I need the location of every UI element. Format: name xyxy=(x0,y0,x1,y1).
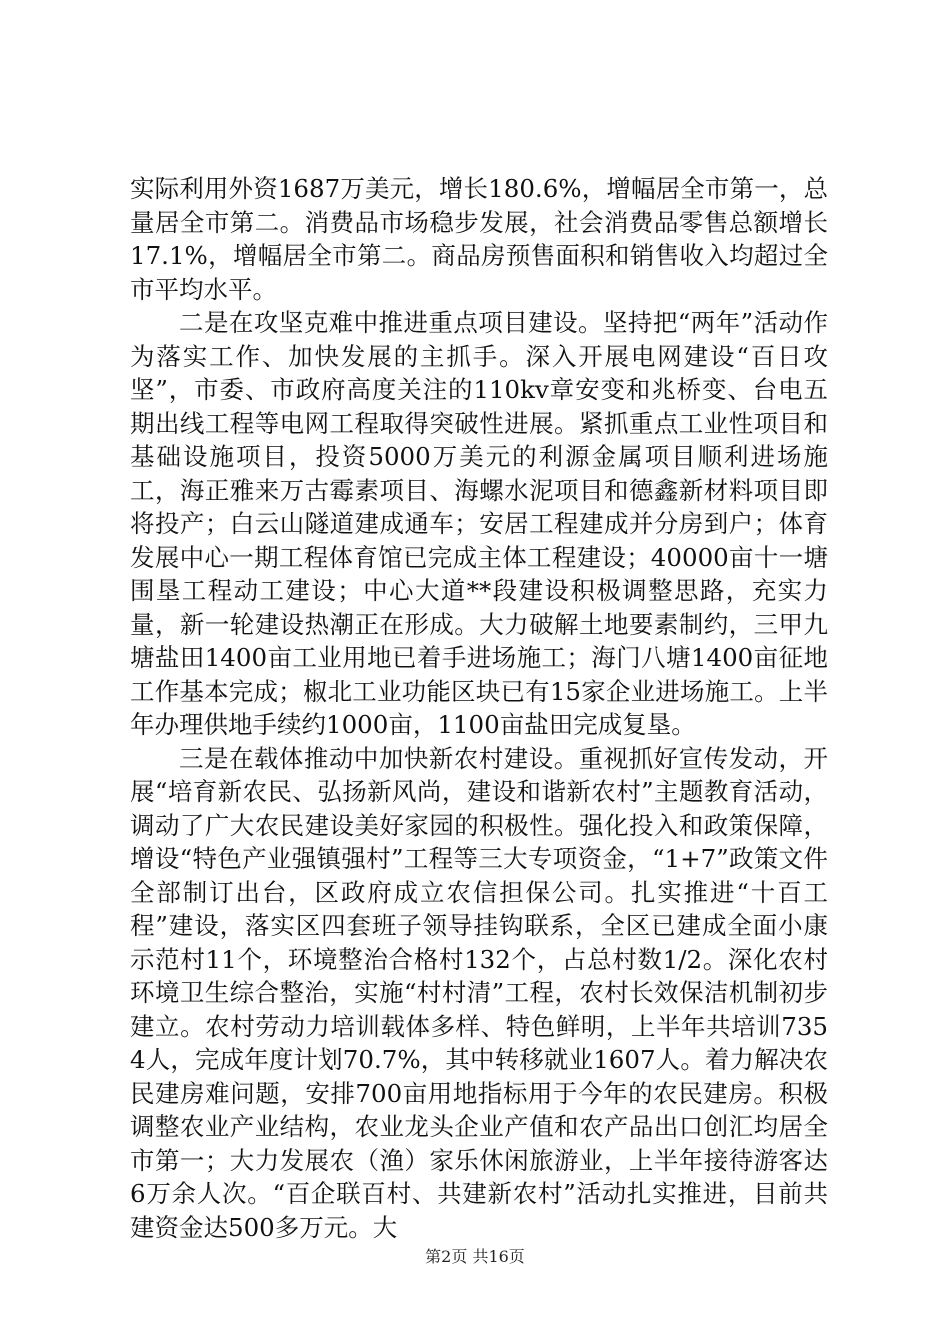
paragraph-1: 实际利用外资1687万美元，增长180.6%，增幅居全市第一，总量居全市第二。消费品市场稳步发展，社会消费品零售总额增长17.1%，增幅居全市第二。商品房预售面积和销售收入均超过全市平均水平。 xyxy=(130,174,828,304)
page-number-footer: 第2页 共16页 xyxy=(425,1247,525,1266)
document-body xyxy=(130,172,828,1244)
paragraph-2: 二是在攻坚克难中推进重点项目建设。坚持把“两年”活动作为落实工作、加快发展的主抓手。深入开展电网建设“百日攻坚”，市委、市政府高度关注的110kv章安变和兆桥变、台电五期出线工程等电网工程取得突破性进展。紧抓重点工业性项目和基础设施项目，投资5000万美元的利源金属项目顺利进场施工，海正雅来万古霉素项目、海螺水泥项目和德鑫新材料项目即将投产；白云山隧道建成通车；安居工程建成并分房到户；体育发展中心一期工程体育馆已完成主体工程建设；40000亩十一塘围垦工程动工建设；中心大道**段建设积极调整思路，充实力量，新一轮建设热潮正在形成。大力破解土地要素制约，三甲九塘盐田1400亩工业用地已着手进场施工；海门八塘1400亩征地工作基本完成；椒北工业功能区块已有15家企业进场施工。上半年办理供地手续约1000亩，1100亩盐田完成复垦。 xyxy=(130,308,828,739)
paragraph-3: 三是在载体推动中加快新农村建设。重视抓好宣传发动，开展“培育新农民、弘扬新风尚，建设和谐新农村”主题教育活动，调动了广大农民建设美好家园的积极性。强化投入和政策保障，增设“特色产业强镇强村”工程等三大专项资金，“1+7”政策文件全部制订出台，区政府成立农信担保公司。扎实推进“十百工程”建设，落实区四套班子领导挂钩联系，全区已建成全面小康示范村11个，环境整治合格村132个，占总村数1/2。深化农村环境卫生综合整治，实施“村村清”工程，农村长效保洁机制初步建立。农村劳动力培训载体多样、特色鲜明，上半年共培训7354人，完成年度计划70.7%，其中转移就业1607人。着力解决农民建房难问题，安排700亩用地指标用于今年的农民建房。积极调整农业产业结构，农业龙头企业产值和农产品出口创汇均居全市第一；大力发展农（渔）家乐休闲旅游业，上半年接待游客达6万余人次。“百企联百村、共建新农村”活动扎实推进，目前共建资金达500多万元。大 xyxy=(130,743,828,1242)
